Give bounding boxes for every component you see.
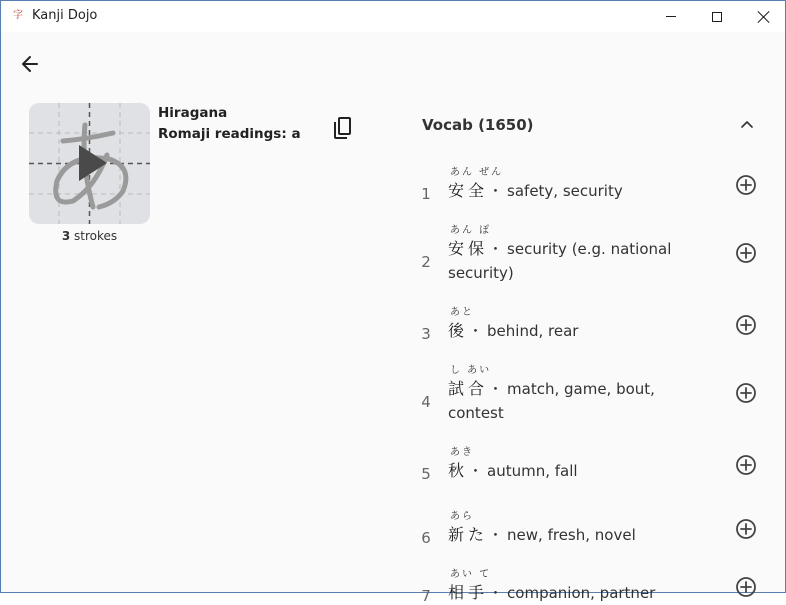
vocab-meaning: safety, security	[507, 182, 623, 200]
maximize-icon	[712, 12, 722, 22]
plus-circle-icon	[734, 241, 758, 265]
vocab-item-number: 7	[421, 587, 431, 605]
vocab-separator: ・	[468, 462, 484, 480]
stroke-count-label: strokes	[74, 229, 118, 243]
character-type: Hiragana	[158, 105, 228, 121]
vocab-meaning: new, fresh, novel	[507, 526, 636, 544]
add-vocab-button[interactable]	[734, 453, 758, 477]
maximize-button[interactable]	[694, 1, 740, 32]
vocab-separator: ・	[468, 322, 484, 340]
title-bar	[1, 1, 785, 32]
add-vocab-button[interactable]	[734, 313, 758, 337]
add-vocab-button[interactable]	[734, 173, 758, 197]
romaji-readings	[158, 126, 301, 142]
add-vocab-button[interactable]	[734, 241, 758, 265]
vocab-furigana: あき	[450, 447, 474, 458]
vocab-collapse-button[interactable]	[734, 113, 760, 137]
vocab-furigana: あん ぜん	[450, 167, 504, 178]
vocab-separator: ・	[488, 182, 504, 200]
plus-circle-icon	[734, 575, 758, 599]
vocab-kanji: 後	[448, 321, 469, 340]
vocab-meaning: companion, partner	[507, 584, 656, 602]
plus-circle-icon	[734, 453, 758, 477]
plus-circle-icon	[734, 381, 758, 405]
stroke-count	[29, 229, 150, 243]
vocab-meaning: behind, rear	[487, 322, 579, 340]
vocab-item-number: 2	[421, 253, 431, 271]
close-icon	[757, 11, 769, 23]
vocab-furigana: あん ぽ	[450, 225, 492, 236]
plus-circle-icon	[734, 313, 758, 337]
vocab-separator: ・	[488, 380, 504, 398]
vocab-kanji: 試合	[448, 379, 489, 398]
vocab-item-content	[448, 511, 708, 547]
stroke-count-value: 3	[61, 229, 71, 243]
vocab-item-number: 1	[421, 185, 431, 203]
vocab-separator: ・	[488, 584, 504, 602]
romaji-label: Romaji readings:	[158, 126, 287, 142]
vocab-furigana: あら	[450, 511, 474, 522]
vocab-item-content	[448, 365, 708, 425]
vocab-kanji: 新た	[448, 525, 489, 544]
vocab-furigana: あい て	[450, 569, 492, 580]
stroke-animation-preview[interactable]	[29, 103, 150, 224]
vocab-separator: ・	[488, 240, 504, 258]
vocab-meaning: security (e.g. national security)	[448, 240, 672, 282]
vocab-kanji: 秋	[448, 461, 469, 480]
vocab-item-number: 6	[421, 529, 431, 547]
arrow-left-icon	[20, 54, 40, 74]
window-title: Kanji Dojo	[32, 8, 98, 23]
vocab-meaning: match, game, bout, contest	[448, 380, 655, 422]
vocab-kanji: 安保	[448, 239, 489, 258]
play-icon	[29, 103, 150, 224]
vocab-kanji: 安全	[448, 181, 489, 200]
vocab-item-content	[448, 569, 708, 605]
vocab-header: Vocab (1650)	[422, 116, 534, 134]
close-button[interactable]	[740, 1, 786, 32]
minimize-button[interactable]	[648, 1, 694, 32]
add-vocab-button[interactable]	[734, 517, 758, 541]
back-button[interactable]	[14, 48, 46, 80]
vocab-item-number: 3	[421, 325, 431, 343]
add-vocab-button[interactable]	[734, 575, 758, 599]
romaji-value: a	[291, 126, 301, 142]
vocab-kanji: 相手	[448, 583, 489, 602]
plus-circle-icon	[734, 173, 758, 197]
vocab-item-content	[448, 447, 708, 483]
chevron-up-icon	[740, 120, 754, 130]
vocab-furigana: し あい	[450, 365, 492, 376]
vocab-item-content	[448, 307, 708, 343]
vocab-furigana: あと	[450, 307, 474, 318]
copy-icon	[331, 116, 353, 140]
vocab-meaning: autumn, fall	[487, 462, 578, 480]
plus-circle-icon	[734, 517, 758, 541]
minimize-icon	[666, 16, 676, 17]
app-logo-icon: 字	[13, 10, 23, 21]
copy-button[interactable]	[327, 113, 357, 143]
vocab-item-number: 5	[421, 465, 431, 483]
vocab-item-content	[448, 225, 708, 285]
vocab-item-content	[448, 167, 708, 203]
vocab-item-number: 4	[421, 393, 431, 411]
vocab-separator: ・	[488, 526, 504, 544]
add-vocab-button[interactable]	[734, 381, 758, 405]
